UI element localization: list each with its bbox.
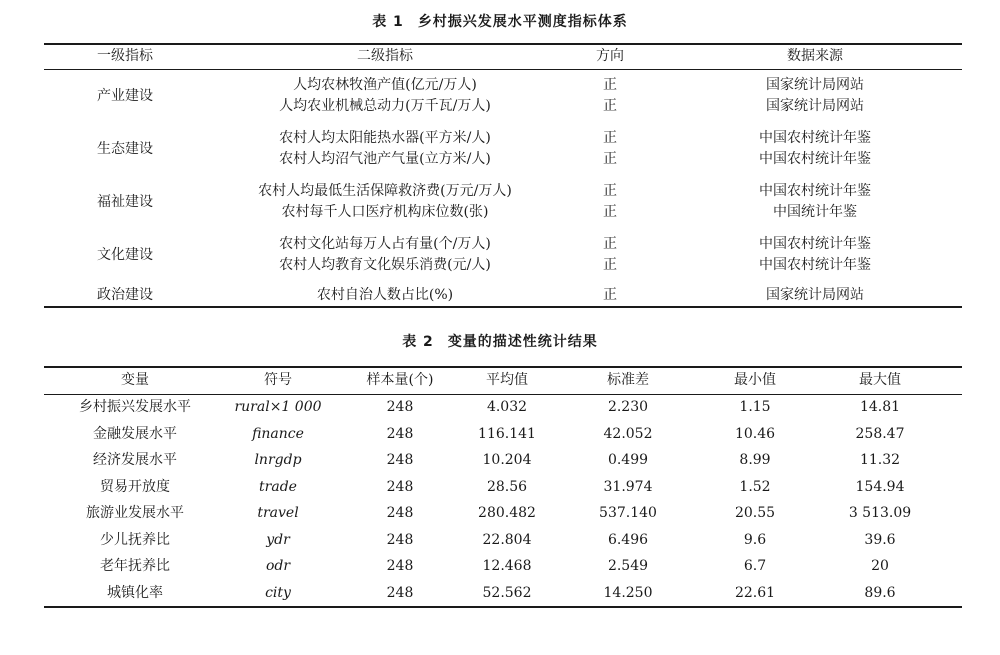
table2-cell-symbol: odr (265, 558, 291, 574)
table2-cell-min: 20.55 (734, 505, 776, 521)
table1-indicator: 农村每千人口医疗机构床位数(张) (281, 204, 489, 220)
table2-cell-symbol: finance (252, 426, 304, 442)
table2-header-variable: 变量 (121, 372, 149, 388)
table2-cell-variable: 城镇化率 (107, 585, 163, 601)
table1-direction: 正 (603, 151, 617, 167)
table1-direction: 正 (603, 77, 617, 93)
table2-cell-n: 248 (386, 585, 414, 601)
table1-source: 国家统计局网站 (766, 287, 864, 303)
table2-cell-max: 20 (871, 558, 889, 574)
table2-cell-variable: 老年抚养比 (100, 558, 170, 574)
table2-cell-mean: 280.482 (478, 505, 536, 521)
table2-cell-symbol: city (265, 585, 291, 601)
table2-label: 表 2 (402, 334, 434, 350)
table2-cell-n: 248 (386, 558, 414, 574)
table1-indicator: 农村人均太阳能热水器(平方米/人) (279, 130, 491, 146)
table1-header-source: 数据来源 (787, 48, 843, 64)
table2-header-max: 最大值 (859, 372, 901, 388)
table2-cell-symbol: travel (257, 505, 299, 521)
table2-header-rule (44, 394, 962, 395)
table2-bottom-rule (44, 606, 962, 608)
table2-cell-mean: 4.032 (486, 399, 528, 415)
table1-indicator: 农村人均教育文化娱乐消费(元/人) (279, 257, 491, 273)
table2-cell-sd: 6.496 (607, 532, 649, 548)
table2-cell-mean: 22.804 (482, 532, 532, 548)
table1-indicator: 人均农业机械总动力(万千瓦/万人) (279, 98, 491, 114)
table1-source: 中国农村统计年鉴 (759, 151, 871, 167)
table2-cell-sd: 0.499 (607, 452, 649, 468)
table2-cell-mean: 116.141 (478, 426, 536, 442)
table1-source: 中国统计年鉴 (773, 204, 857, 220)
table2-cell-symbol: ydr (266, 532, 290, 548)
table2-cell-max: 89.6 (864, 585, 896, 601)
table2-cell-mean: 52.562 (482, 585, 532, 601)
table2-header-sample: 样本量(个) (366, 372, 434, 388)
table1-source: 中国农村统计年鉴 (759, 130, 871, 146)
table2-cell-min: 6.7 (743, 558, 767, 574)
table1-source: 中国农村统计年鉴 (759, 257, 871, 273)
table2-header-sd: 标准差 (607, 372, 649, 388)
table2-cell-variable: 旅游业发展水平 (86, 505, 184, 521)
table1-header-level1: 一级指标 (97, 48, 153, 64)
table1-category: 生态建设 (97, 141, 153, 157)
table2-cell-sd: 42.052 (603, 426, 653, 442)
table1-indicator: 农村自治人数占比(%) (316, 287, 454, 303)
table2-cell-n: 248 (386, 452, 414, 468)
table2-cell-sd: 537.140 (599, 505, 657, 521)
table1-direction: 正 (603, 98, 617, 114)
table1-direction: 正 (603, 183, 617, 199)
table1-header-rule (44, 69, 962, 70)
table1-category: 福祉建设 (97, 194, 153, 210)
table1-direction: 正 (603, 130, 617, 146)
table1-caption (0, 11, 1000, 31)
table2-cell-symbol: rural×1 000 (234, 399, 322, 415)
table2-cell-variable: 乡村振兴发展水平 (79, 399, 191, 415)
table1-indicator: 农村人均沼气池产气量(立方米/人) (279, 151, 491, 167)
table2-cell-n: 248 (386, 479, 414, 495)
table1-header-level2: 二级指标 (357, 48, 413, 64)
table2-cell-mean: 10.204 (482, 452, 532, 468)
table1-header-direction: 方向 (596, 48, 624, 64)
table2-cell-variable: 少儿抚养比 (100, 532, 170, 548)
table2-top-rule (44, 366, 962, 368)
table2-cell-n: 248 (386, 399, 414, 415)
table2-cell-min: 10.46 (734, 426, 776, 442)
table1-direction: 正 (603, 236, 617, 252)
table2-cell-max: 3 513.09 (848, 505, 912, 521)
table1-indicator: 人均农林牧渔产值(亿元/万人) (293, 77, 477, 93)
table1-indicator: 农村人均最低生活保障救济费(万元/万人) (258, 183, 512, 199)
table1-source: 中国农村统计年鉴 (759, 183, 871, 199)
table2-header-min: 最小值 (734, 372, 776, 388)
table2-cell-n: 248 (386, 505, 414, 521)
table1-source: 国家统计局网站 (766, 77, 864, 93)
table2-cell-symbol: trade (259, 479, 297, 495)
table2-cell-mean: 12.468 (482, 558, 532, 574)
table2-cell-max: 11.32 (859, 452, 901, 468)
table2-cell-min: 9.6 (743, 532, 767, 548)
table2-title: 变量的描述性统计结果 (447, 334, 598, 350)
table1-direction: 正 (603, 287, 617, 303)
table1-category: 政治建设 (97, 287, 153, 303)
table1-direction: 正 (603, 257, 617, 273)
table1-source: 国家统计局网站 (766, 98, 864, 114)
table2-cell-mean: 28.56 (486, 479, 528, 495)
table2-cell-variable: 贸易开放度 (100, 479, 170, 495)
table2-cell-n: 248 (386, 532, 414, 548)
table2-cell-sd: 2.230 (607, 399, 649, 415)
table1-direction: 正 (603, 204, 617, 220)
table1-category: 产业建设 (97, 88, 153, 104)
table2-cell-min: 1.52 (739, 479, 771, 495)
table2-header-mean: 平均值 (486, 372, 528, 388)
table2-cell-min: 22.61 (734, 585, 776, 601)
table1-bottom-rule (44, 306, 962, 308)
table2-cell-max: 154.94 (855, 479, 905, 495)
table2-cell-variable: 经济发展水平 (93, 452, 177, 468)
table2-cell-max: 258.47 (855, 426, 905, 442)
table2-cell-max: 14.81 (859, 399, 901, 415)
table1-indicator: 农村文化站每万人占有量(个/万人) (279, 236, 491, 252)
table2-cell-min: 1.15 (739, 399, 771, 415)
table2-cell-max: 39.6 (864, 532, 896, 548)
table1-label: 表 1 (372, 14, 404, 30)
table2-cell-symbol: lnrgdp (254, 452, 302, 468)
table1-top-rule (44, 43, 962, 45)
table2-cell-variable: 金融发展水平 (93, 426, 177, 442)
table2-cell-n: 248 (386, 426, 414, 442)
table1-category: 文化建设 (97, 247, 153, 263)
table2-cell-min: 8.99 (739, 452, 771, 468)
table2-cell-sd: 14.250 (603, 585, 653, 601)
table1-title: 乡村振兴发展水平测度指标体系 (417, 14, 628, 30)
table2-header-symbol: 符号 (264, 372, 292, 388)
table2-caption (0, 331, 1000, 351)
table2-cell-sd: 31.974 (603, 479, 653, 495)
table1-source: 中国农村统计年鉴 (759, 236, 871, 252)
table2-cell-sd: 2.549 (607, 558, 649, 574)
